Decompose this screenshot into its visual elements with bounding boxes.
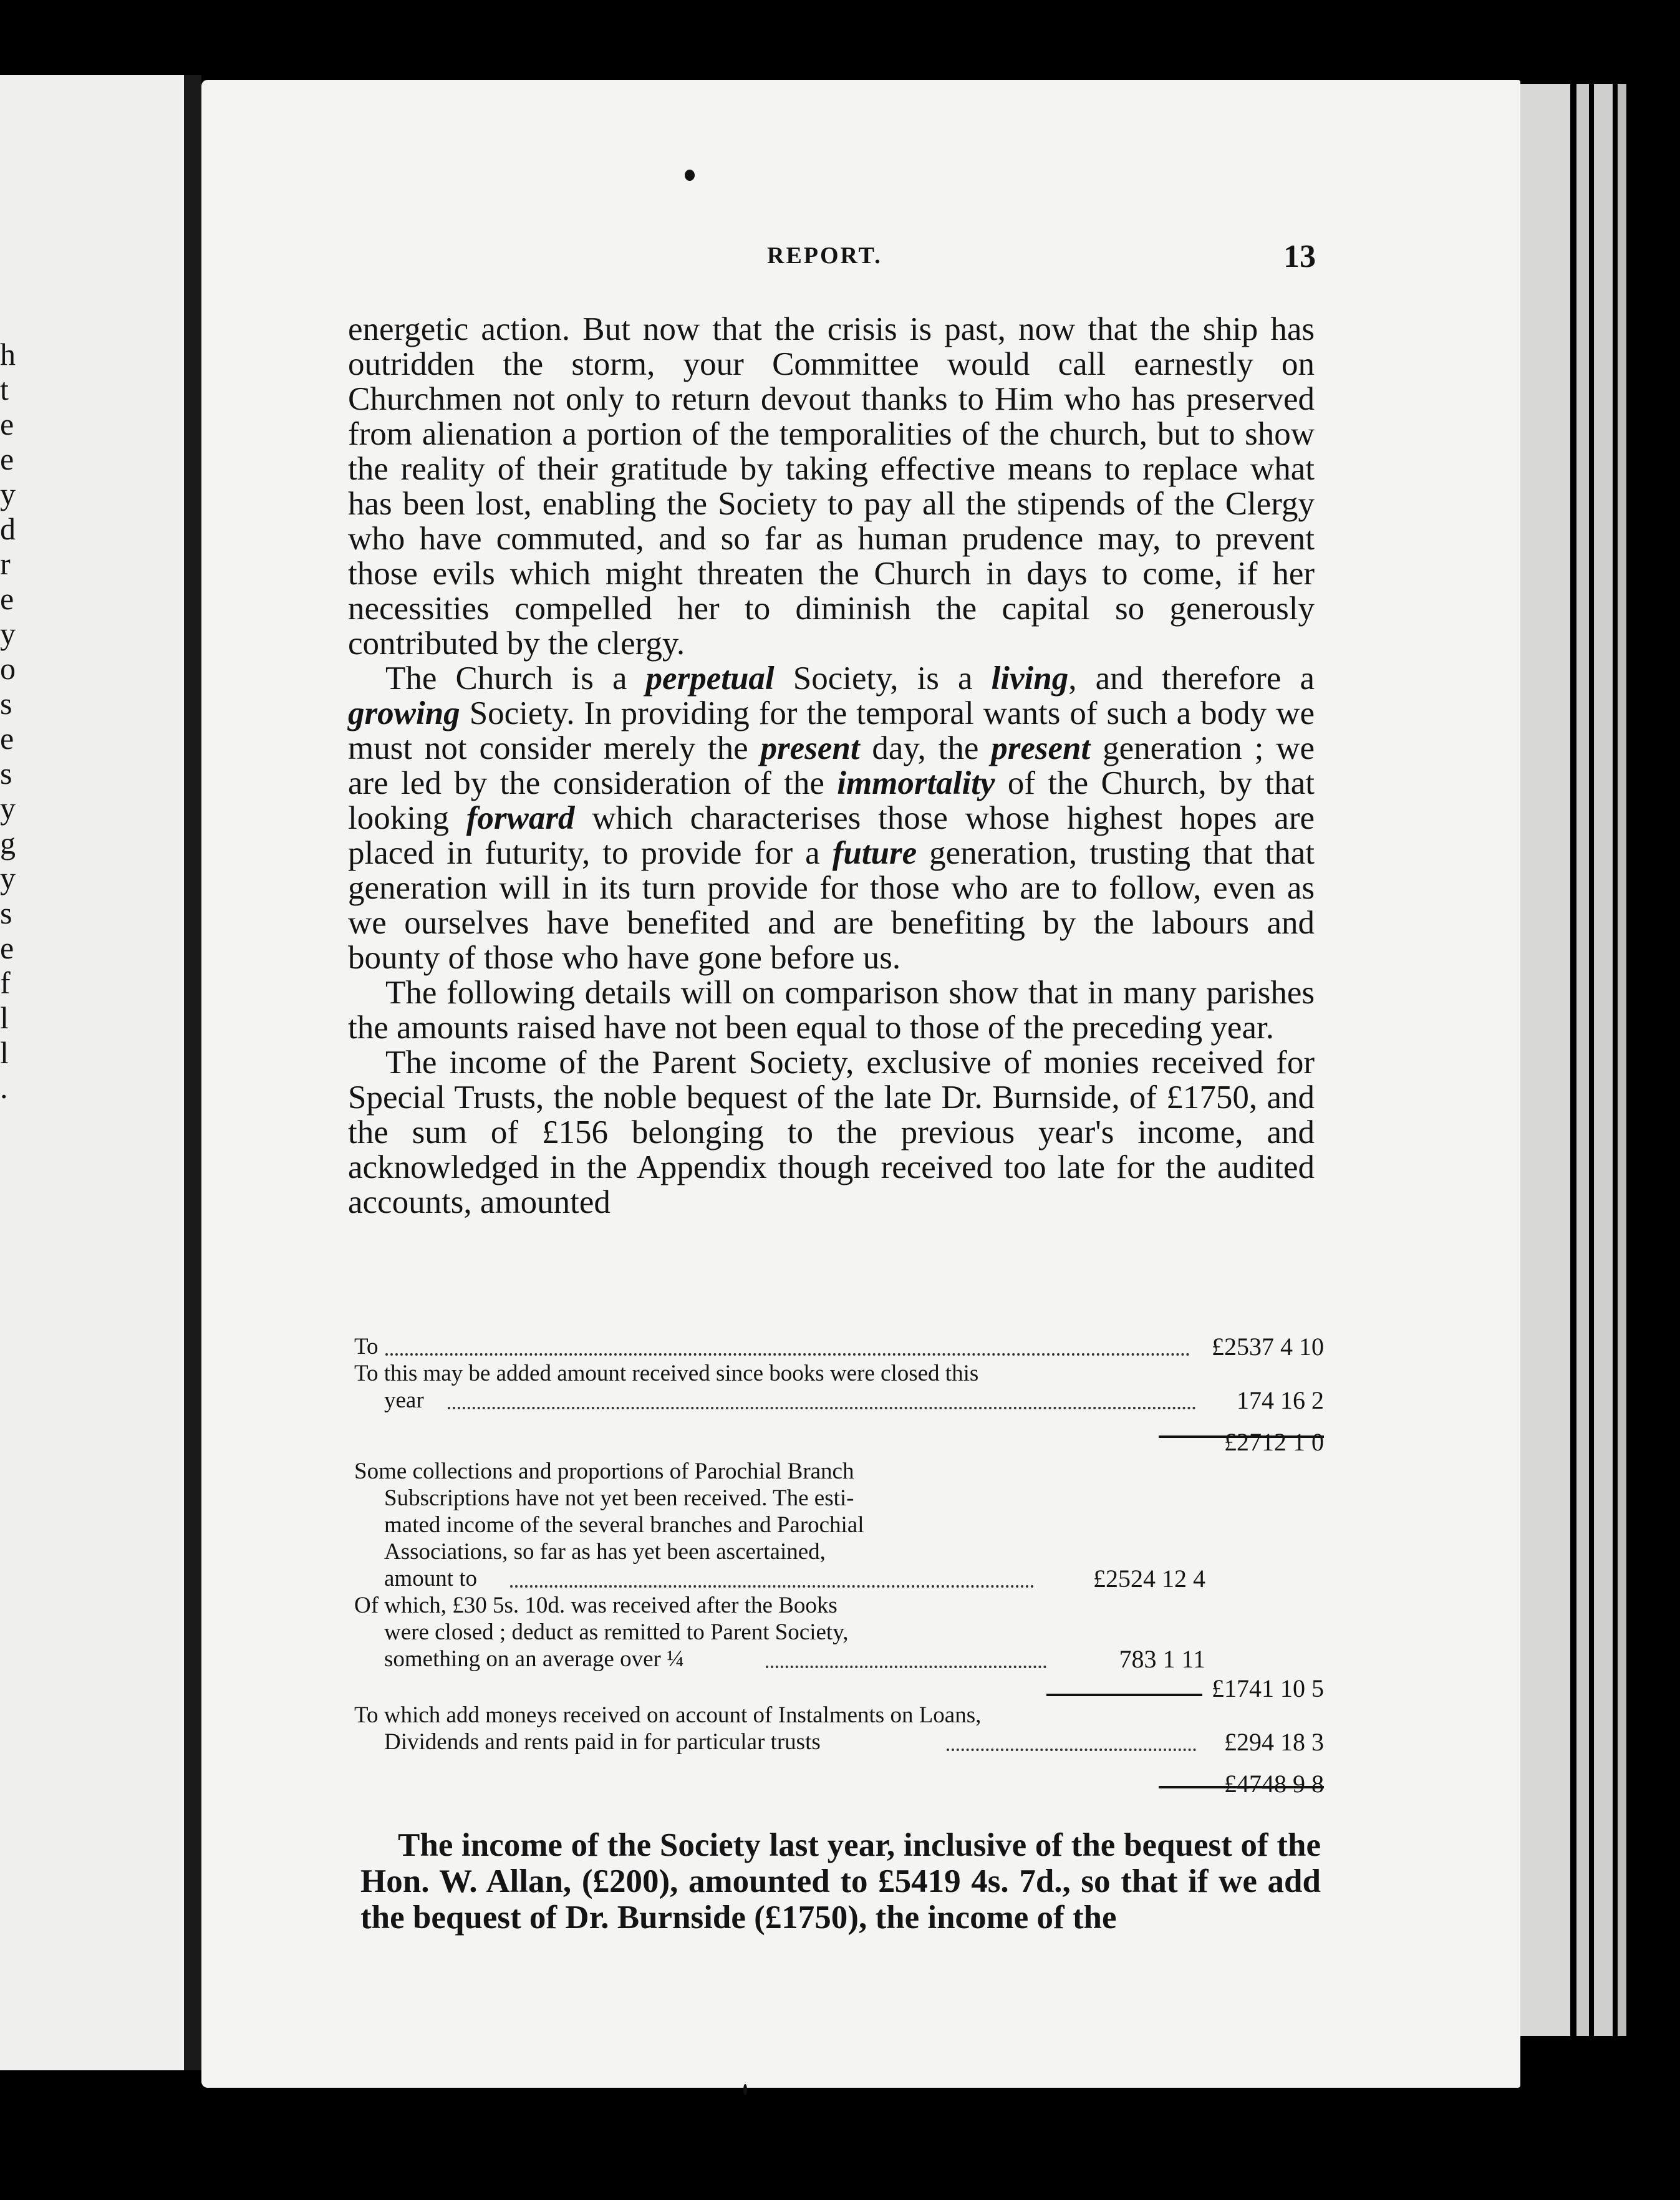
margin-letter: y bbox=[0, 861, 16, 895]
book-gutter bbox=[184, 75, 201, 2070]
margin-letter: t bbox=[0, 372, 9, 407]
added-amount: 174 16 2 bbox=[1237, 1386, 1324, 1414]
margin-letter: y bbox=[0, 476, 16, 511]
collections-line: Associations, so far as has yet been ascertained, bbox=[384, 1539, 826, 1565]
added-line: To this may be added amount received since books were closed this bbox=[354, 1361, 979, 1386]
margin-letter: l bbox=[0, 1000, 9, 1035]
margin-letter: e bbox=[0, 721, 14, 756]
emphasis: immortality bbox=[837, 765, 995, 801]
ink-dot bbox=[743, 2084, 747, 2095]
closing-text bbox=[360, 1827, 1321, 1936]
margin-letter: g bbox=[0, 826, 16, 861]
page-edge bbox=[1576, 84, 1589, 2036]
table-row bbox=[354, 1619, 1324, 1646]
collections-amount: £2524 12 4 bbox=[1093, 1565, 1205, 1593]
of-which-line: were closed ; deduct as remitted to Parent Society, bbox=[384, 1619, 849, 1645]
emphasis: present bbox=[991, 730, 1091, 766]
leader-dots bbox=[947, 1729, 1196, 1751]
margin-letter: e bbox=[0, 930, 14, 965]
running-head: REPORT. bbox=[767, 243, 882, 269]
table-row bbox=[354, 1333, 1324, 1360]
paragraph: The Church is a perpetual Society, is a living, and therefore a growing Society. In providing for the temporal wants of such a body we must not consider merely the present day, the present generation ; we are led by the consideration of the immortality of the Church, by that looking forward which characterises those whose highest hopes are placed in futurity, to provide for a future generation, trusting that that generation will in its turn provide for those who are to follow, even as we ourselves have benefited and are benefiting by the labours and bounty of those who have gone before us. bbox=[348, 660, 1315, 976]
margin-letter: s bbox=[0, 756, 12, 791]
of-which-line: something on an average over ¼ bbox=[384, 1646, 684, 1672]
table-row bbox=[354, 1512, 1324, 1538]
leader-dots bbox=[385, 1333, 1190, 1356]
table-row bbox=[354, 1485, 1324, 1512]
paragraph: energetic action. But now that the crisis is past, now that the ship has outridden the storm, your Committee would call earnestly on Churchmen not only to return devout thanks to Him who has preserved from alienation a portion of the temporalities of the church, but to show the reality of their gratitude by taking effective means to replace what has been lost, enabling the Society to pay all the stipends of the Clergy who have commuted, and so far as human prudence may, to prevent those evils which might threaten the Church in days to come, if her necessities compelled her to diminish the capital so generously contributed by the clergy. bbox=[348, 311, 1315, 662]
page-header bbox=[349, 239, 1316, 286]
collections-line: Subscriptions have not yet been received. The esti- bbox=[384, 1485, 854, 1511]
of-which-line: Of which, £30 5s. 10d. was received after the Books bbox=[354, 1593, 838, 1618]
margin-letter: y bbox=[0, 616, 16, 651]
margin-letter: s bbox=[0, 686, 12, 721]
table-row bbox=[354, 1729, 1324, 1755]
table-row bbox=[354, 1702, 1324, 1729]
margin-letter: o bbox=[0, 651, 16, 686]
table-row bbox=[354, 1360, 1324, 1387]
table-row bbox=[354, 1646, 1324, 1672]
facing-page-letters bbox=[0, 337, 16, 1105]
margin-letter: e bbox=[0, 407, 14, 441]
closing-paragraph: The income of the Society last year, inclusive of the bequest of the Hon. W. Allan, (£200), amounted to £5419 4s. 7d., so that if we add the bequest of Dr. Burnside (£1750), the income of the bbox=[360, 1827, 1321, 1936]
emphasis: present bbox=[760, 730, 860, 766]
emphasis: living bbox=[991, 660, 1069, 697]
emphasis: perpetual bbox=[645, 660, 775, 697]
emphasis: forward bbox=[466, 800, 575, 836]
paragraph: The income of the Parent Society, exclusive of monies received for Special Trusts, the noble bequest of the late Dr. Burnside, of £1750, and the sum of £156 belonging to the previous year's income, and acknowledged in the Appendix though received too late for the audited accounts, amounted bbox=[348, 1045, 1315, 1220]
deduct-amount: 783 1 11 bbox=[1119, 1645, 1205, 1673]
subtotal-amount: £2712 1 0 bbox=[1224, 1428, 1324, 1456]
table-row bbox=[354, 1458, 1324, 1485]
collections-line: mated income of the several branches and Parochial bbox=[384, 1512, 864, 1538]
emphasis: growing bbox=[348, 695, 460, 731]
to-label: To bbox=[354, 1334, 379, 1359]
margin-letter: e bbox=[0, 441, 14, 476]
table-row bbox=[354, 1565, 1324, 1592]
leader-dots bbox=[510, 1565, 1034, 1588]
margin-letter: l bbox=[0, 1035, 9, 1070]
collections-line: Some collections and proportions of Parochial Branch bbox=[354, 1459, 854, 1484]
margin-letter: . bbox=[0, 1070, 8, 1105]
added-line: year bbox=[384, 1387, 424, 1413]
margin-letter: y bbox=[0, 791, 16, 826]
margin-letter: r bbox=[0, 546, 11, 581]
facing-page bbox=[0, 75, 184, 2070]
paragraph: The following details will on comparison show that in many parishes the amounts raised have not been equal to those of the preceding year. bbox=[348, 975, 1315, 1046]
add-amount: £294 18 3 bbox=[1224, 1728, 1324, 1756]
table-row bbox=[354, 1770, 1324, 1797]
emphasis: future bbox=[832, 835, 917, 871]
body-text bbox=[348, 312, 1315, 1220]
net-amount: £1741 10 5 bbox=[1212, 1674, 1324, 1702]
ink-dot bbox=[685, 170, 695, 181]
margin-letter: e bbox=[0, 581, 14, 616]
table-row bbox=[354, 1675, 1324, 1702]
table-row bbox=[354, 1387, 1324, 1414]
collections-line: amount to bbox=[384, 1566, 478, 1591]
total-amount: £4748 9 8 bbox=[1224, 1770, 1324, 1798]
page-edge bbox=[1594, 84, 1613, 2036]
margin-letter: d bbox=[0, 511, 16, 546]
table-row bbox=[354, 1592, 1324, 1619]
leader-dots bbox=[448, 1387, 1196, 1409]
table-row bbox=[354, 1538, 1324, 1565]
add-line: Dividends and rents paid in for particular trusts bbox=[384, 1729, 821, 1755]
margin-letter: s bbox=[0, 895, 12, 930]
accounts-table bbox=[354, 1333, 1324, 1797]
table-row bbox=[354, 1429, 1324, 1455]
leader-dots bbox=[766, 1646, 1046, 1668]
add-line: To which add moneys received on account of Instalments on Loans, bbox=[354, 1702, 982, 1728]
page-number: 13 bbox=[1283, 239, 1316, 274]
to-amount: £2537 4 10 bbox=[1212, 1333, 1324, 1361]
page-edge bbox=[1520, 84, 1570, 2036]
margin-letter: f bbox=[0, 965, 11, 1000]
page-edge bbox=[1618, 84, 1626, 2036]
margin-letter: h bbox=[0, 337, 16, 372]
